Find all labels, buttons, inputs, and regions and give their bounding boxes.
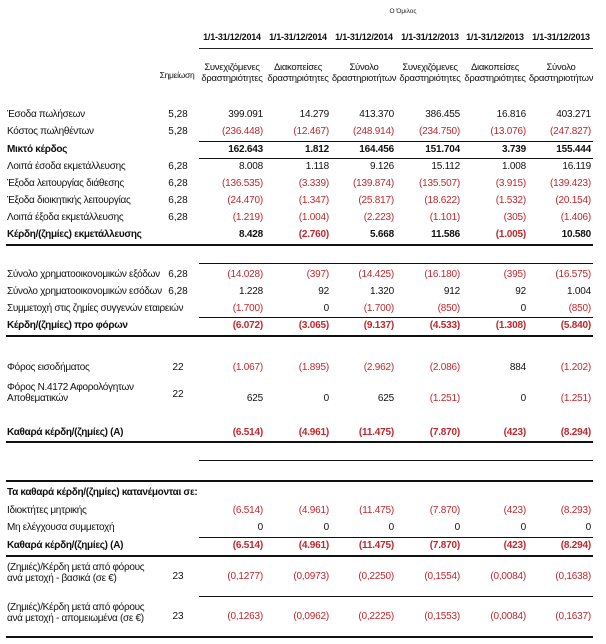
row-value: 151.704 [425, 144, 460, 155]
row-value: 1.228 [238, 286, 263, 297]
row-label: Μη ελέγχουσα συμμετοχή [7, 522, 115, 533]
table-row [0, 144, 606, 158]
row-value: (423) [503, 540, 526, 551]
row-value: (0,1277) [227, 571, 263, 582]
row-label: Σύνολο χρηματοοικονομικών εξόδων [7, 269, 160, 280]
table-rule [6, 555, 593, 557]
row-label: Καθαρά κέρδη/(ζημίες) (Α) [7, 427, 124, 438]
row-value: (234.750) [418, 126, 460, 137]
row-value: (12.467) [293, 126, 329, 137]
group-title: Ο Όμιλος [389, 8, 417, 15]
row-value: (24.470) [227, 195, 263, 206]
row-note: 22 [172, 362, 184, 373]
row-label: Σύνολο χρηματοοικονομικών εσόδων [7, 286, 162, 297]
row-note: 5,28 [168, 126, 188, 137]
row-value: (139.874) [352, 178, 394, 189]
row-value: 413.370 [359, 109, 394, 120]
row-value: (8.293) [560, 505, 591, 516]
row-value: (423) [503, 427, 526, 438]
row-value: (6.514) [232, 540, 263, 551]
row-note: 23 [172, 611, 184, 622]
period-header-row [0, 32, 606, 46]
row-value: (1.202) [560, 362, 591, 373]
row-value: 884 [509, 362, 526, 373]
column-header-line: δραστηριότητες [267, 73, 329, 84]
row-value: 11.586 [431, 229, 460, 240]
table-row [0, 602, 606, 624]
row-value: (14.028) [227, 269, 263, 280]
row-value: (13.076) [490, 126, 526, 137]
row-value: (4.961) [298, 540, 329, 551]
period-header: 1/1-31/12/2014 [269, 32, 327, 42]
row-note: 5,28 [168, 109, 188, 120]
row-label: Έσοδα πωλήσεων [7, 109, 85, 120]
row-value: (8.294) [560, 540, 591, 551]
table-row [0, 212, 606, 226]
row-value: (248.914) [352, 126, 394, 137]
row-value: (0,1263) [227, 611, 263, 622]
row-value: (0,2225) [358, 611, 394, 622]
row-note: 22 [172, 389, 184, 400]
period-divider [199, 48, 593, 49]
row-value: 162.643 [228, 144, 263, 155]
column-header-line: Συνεχιζόμενες [204, 62, 260, 73]
row-value: (139.423) [549, 178, 591, 189]
row-value: (397) [306, 269, 329, 280]
row-value: (11.475) [358, 540, 394, 551]
row-value: 386.455 [425, 109, 460, 120]
table-row [0, 109, 606, 123]
row-note: 6,28 [168, 178, 188, 189]
row-value: 625 [377, 393, 394, 404]
column-header [461, 62, 529, 84]
table-row [0, 505, 606, 519]
table-rule [6, 480, 593, 482]
row-value: (2.086) [429, 362, 460, 373]
row-value: (850) [568, 303, 591, 314]
row-note: 6,28 [168, 195, 188, 206]
row-value: (11.475) [359, 505, 394, 516]
table-row [0, 562, 606, 584]
period-header: 1/1-31/12/2013 [401, 32, 459, 42]
table-row [0, 161, 606, 175]
row-value: (1.700) [232, 303, 263, 314]
row-value: 92 [318, 286, 329, 297]
row-value: (0,1637) [555, 611, 591, 622]
row-value: (0,2250) [358, 571, 394, 582]
row-label: Φόρος εισοδήματος [7, 362, 90, 373]
row-value: (136.535) [221, 178, 263, 189]
column-header-line: δραστηριότητες [201, 73, 263, 84]
row-value: 8.008 [238, 161, 263, 172]
row-value: 0 [520, 522, 526, 533]
row-label: Συμμετοχή στις ζημίες συγγενών εταιρειών [7, 303, 184, 314]
row-value: (423) [503, 505, 526, 516]
row-value: 8.428 [238, 229, 263, 240]
column-header-line: δραστηριοτήτων [528, 73, 594, 84]
column-header-line: δραστηριοτήτων [331, 73, 397, 84]
row-value: 0 [257, 522, 263, 533]
row-label: Έξοδα λειτουργίας διάθεσης [7, 178, 124, 189]
row-value: (0,1554) [424, 571, 460, 582]
column-header [330, 62, 398, 84]
column-header [198, 62, 266, 84]
row-label: Ιδιοκτήτες μητρικής [7, 505, 87, 516]
period-header: 1/1-31/12/2013 [466, 32, 524, 42]
table-row [0, 540, 606, 554]
row-value: (4.961) [298, 505, 329, 516]
row-value: (1.347) [298, 195, 329, 206]
row-note: 6,28 [168, 212, 188, 223]
row-value: (7.870) [429, 427, 460, 438]
row-value: (0,0962) [293, 611, 329, 622]
row-value: (0,1553) [424, 611, 460, 622]
row-note: 6,28 [168, 286, 188, 297]
row-value: 1.320 [369, 286, 394, 297]
row-value: (16.575) [555, 269, 591, 280]
row-value: 3.739 [501, 144, 526, 155]
row-value: (8.294) [560, 427, 591, 438]
row-value: (305) [503, 212, 526, 223]
row-value: (1.251) [560, 393, 591, 404]
row-value: (4.961) [298, 427, 329, 438]
table-rule [6, 441, 593, 443]
row-value: 1.118 [305, 161, 329, 172]
row-label: Κόστος πωληθέντων [7, 126, 94, 137]
column-header-line: Σύνολο [349, 62, 379, 73]
table-row [0, 286, 606, 300]
column-header-line: Διακοπείσες [273, 62, 322, 73]
row-value: (1.251) [429, 393, 460, 404]
row-label: Κέρδη/(ζημίες) εκμετάλλευσης [7, 229, 142, 240]
row-value: (0,0084) [490, 611, 526, 622]
table-rule [199, 537, 593, 538]
table-rule [199, 317, 593, 318]
row-value: 1.004 [566, 286, 591, 297]
row-note: 6,28 [168, 269, 188, 280]
table-rule [199, 141, 593, 142]
row-value: (20.154) [555, 195, 591, 206]
row-label: (Ζημιές)/Κέρδη μετά από φόρους ανά μετοχή - βασικά (σε €) [7, 562, 145, 584]
table-row [0, 178, 606, 192]
row-value: 0 [388, 522, 394, 533]
row-value: (25.817) [358, 195, 394, 206]
column-header-line: Σύνολο [546, 62, 576, 73]
row-value: (9.137) [363, 320, 394, 331]
row-value: (1.067) [232, 362, 263, 373]
row-value: (0,1638) [555, 571, 591, 582]
row-value: 0 [585, 522, 591, 533]
row-value: (850) [437, 303, 460, 314]
table-row [0, 382, 606, 404]
row-value: (0,0973) [293, 571, 329, 582]
period-header: 1/1-31/12/2013 [532, 32, 590, 42]
row-value: 10.580 [561, 229, 591, 240]
row-value: (14.425) [358, 269, 394, 280]
row-value: 1.812 [304, 144, 329, 155]
row-label: Μικτό κέρδος [7, 144, 68, 155]
row-label: (Ζημιές)/Κέρδη μετά από φόρους ανά μετοχή - απομειωμένα (σε €) [7, 602, 145, 624]
row-value: (4.533) [429, 320, 460, 331]
row-value: (247.827) [549, 126, 591, 137]
row-value: (1.532) [495, 195, 526, 206]
table-row [0, 195, 606, 209]
row-value: (1.895) [298, 362, 329, 373]
row-value: 403.271 [556, 109, 591, 120]
row-value: 0 [323, 393, 329, 404]
table-rule [199, 263, 593, 264]
row-value: (1.005) [495, 229, 526, 240]
row-value: (0,0084) [490, 571, 526, 582]
row-value: 0 [520, 303, 526, 314]
row-value: 5.668 [369, 229, 394, 240]
row-label: Έξοδα διοικητικής λειτουργίας [7, 195, 131, 206]
row-value: (7.870) [429, 505, 460, 516]
row-value: (1.406) [560, 212, 591, 223]
row-value: 14.279 [299, 109, 329, 120]
section-title: Τα καθαρά κέρδη/(ζημίες) κατανέμονται σε: [7, 487, 198, 498]
row-value: (18.622) [424, 195, 460, 206]
column-header-row [0, 62, 606, 92]
table-rule [199, 460, 593, 461]
row-label: Λοιπά έξοδα εκμετάλλευσης [7, 212, 124, 223]
row-value: 16.816 [496, 109, 526, 120]
column-header-line: δραστηριότητες [399, 73, 461, 84]
row-value: 9.126 [369, 161, 394, 172]
row-value: (6.072) [232, 320, 263, 331]
row-value: (135.507) [418, 178, 460, 189]
period-header: 1/1-31/12/2014 [335, 32, 393, 42]
row-value: 912 [443, 286, 460, 297]
table-row [0, 126, 606, 140]
column-header [396, 62, 464, 84]
column-header-line: δραστηριότητες [464, 73, 526, 84]
row-value: 0 [323, 303, 329, 314]
row-label: Φόρος Ν.4172 Αφορολόγητων Αποθεματικών [7, 382, 134, 404]
row-value: (7.870) [429, 540, 460, 551]
table-row [0, 320, 606, 334]
table-rule [199, 158, 593, 159]
row-value: 0 [454, 522, 460, 533]
row-value: 16.119 [562, 161, 591, 172]
column-header [264, 62, 332, 84]
row-label: Κέρδη/(ζημίες) προ φόρων [7, 320, 128, 331]
row-value: 625 [246, 393, 263, 404]
row-value: 92 [515, 286, 526, 297]
row-value: (6.514) [232, 427, 263, 438]
table-row [0, 303, 606, 317]
row-value: (1.700) [363, 303, 394, 314]
column-header-line: Συνεχιζόμενες [402, 62, 458, 73]
table-row [0, 229, 606, 243]
table-row [0, 427, 606, 441]
row-value: (236.448) [221, 126, 263, 137]
table-rule [6, 335, 593, 337]
row-value: 15.112 [431, 161, 460, 172]
row-note: 23 [172, 571, 184, 582]
column-header [527, 62, 595, 84]
row-value: (5.840) [560, 320, 591, 331]
row-value: (3.915) [495, 178, 526, 189]
row-value: (1.219) [232, 212, 263, 223]
row-value: (11.475) [358, 427, 394, 438]
table-row [0, 269, 606, 283]
row-value: (1.101) [429, 212, 460, 223]
row-value: (16.180) [424, 269, 460, 280]
row-value: 155.444 [556, 144, 591, 155]
table-rule [6, 244, 593, 246]
table-row [0, 522, 606, 536]
row-label: Λοιπά έσοδα εκμετάλλευσης [7, 161, 126, 172]
row-value: (2.962) [363, 362, 394, 373]
row-value: 164.456 [359, 144, 394, 155]
row-note: 6,28 [168, 161, 188, 172]
table-rule [199, 596, 593, 597]
row-value: (6.514) [232, 505, 263, 516]
table-rule [6, 636, 593, 638]
row-value: (3.339) [298, 178, 329, 189]
row-value: 0 [520, 393, 526, 404]
row-value: 399.091 [228, 109, 263, 120]
column-header-line: Διακοπείσες [470, 62, 519, 73]
row-value: 0 [323, 522, 329, 533]
row-value: (3.065) [298, 320, 329, 331]
note-column-header: Σημείωση [159, 70, 195, 80]
row-value: 1.008 [501, 161, 526, 172]
row-value: (1.308) [495, 320, 526, 331]
row-value: (395) [503, 269, 526, 280]
row-label: Καθαρά κέρδη/(ζημίες) (Α) [7, 540, 124, 551]
row-value: (2.760) [298, 229, 329, 240]
row-value: (2.223) [363, 212, 394, 223]
period-header: 1/1-31/12/2014 [203, 32, 261, 42]
table-row [0, 362, 606, 376]
row-value: (1.004) [298, 212, 329, 223]
